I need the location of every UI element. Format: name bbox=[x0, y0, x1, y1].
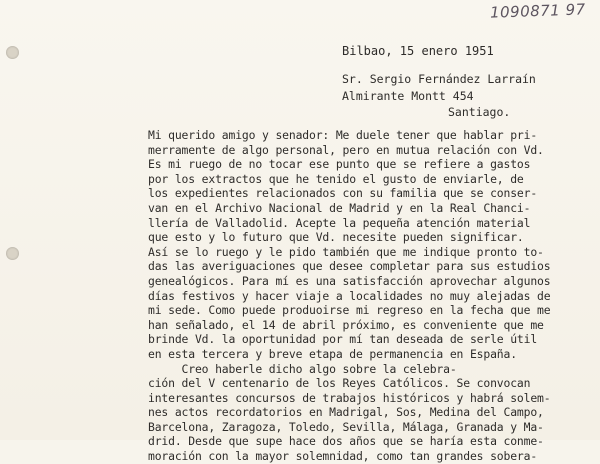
body-line: van en el Archivo Nacional de Madrid y en la Real Chanci- bbox=[148, 200, 531, 215]
letter-date: Bilbao, 15 enero 1951 bbox=[342, 44, 494, 58]
body-line: genealógicos. Para mí es una satisfacción aprovechar algunos bbox=[148, 273, 551, 288]
body-line: moración con la mayor solemnidad, como tan grandes sobera- bbox=[148, 449, 538, 464]
body-line: Así se lo ruego y le pido también que me indique pronto to- bbox=[148, 244, 544, 259]
body-line: en esta tercera y breve etapa de permanencia en España. bbox=[148, 346, 517, 361]
punch-hole bbox=[6, 247, 19, 260]
body-line: días festivos y hacer viaje a localidades no muy alejadas de bbox=[148, 288, 551, 303]
body-line: han señalado, el 14 de abril próximo, es conveniente que me bbox=[148, 317, 544, 332]
recipient-city: Santiago. bbox=[448, 105, 511, 119]
body-line: brinde Vd. la oportunidad por mí tan deseada de serle útil bbox=[148, 332, 538, 347]
body-line: Mi querido amigo y senador: Me duele tener que hablar pri- bbox=[148, 128, 538, 142]
body-line: drid. Desde que supe hace dos años que se haría esta conme- bbox=[148, 434, 544, 449]
body-line: ción del V centenario de los Reyes Católicos. Se convocan bbox=[148, 376, 531, 391]
body-line: das las averiguaciones que desee completar para sus estudios bbox=[148, 259, 551, 274]
body-line: llería de Valladolid. Acepte la pequeña atención material bbox=[148, 215, 531, 230]
body-line: los expedientes relacionados con su familia que se conser- bbox=[148, 186, 538, 201]
body-line: merramente de algo personal, pero en mutua relación con Vd. bbox=[148, 142, 544, 157]
archive-number: 1090871 97 bbox=[490, 0, 587, 22]
body-line: interesantes concursos de trabajos históricos y habrá solem- bbox=[148, 390, 551, 405]
body-line: por los extractos que he tenido el gusto de enviarle, de bbox=[148, 171, 524, 186]
recipient-street: Almirante Montt 454 bbox=[342, 89, 474, 103]
body-line: Creo haberle dicho algo sobre la celebra- bbox=[148, 361, 457, 376]
body-line: Barcelona, Zaragoza, Toledo, Sevilla, Málaga, Granada y Ma- bbox=[148, 419, 544, 434]
body-line: que esto y lo futuro que Vd. necesite pueden significar. bbox=[148, 230, 524, 245]
letter-body bbox=[148, 128, 598, 464]
body-line: Es mi ruego de no tocar ese punto que se refiere a gastos bbox=[148, 157, 531, 172]
body-line: mi sede. Como puede produoirse mi regreso en la fecha que me bbox=[148, 303, 551, 318]
recipient-name: Sr. Sergio Fernández Larraín bbox=[342, 72, 536, 86]
punch-hole bbox=[6, 46, 19, 59]
body-line: nes actos recordatorios en Madrigal, Sos, Medina del Campo, bbox=[148, 405, 544, 420]
